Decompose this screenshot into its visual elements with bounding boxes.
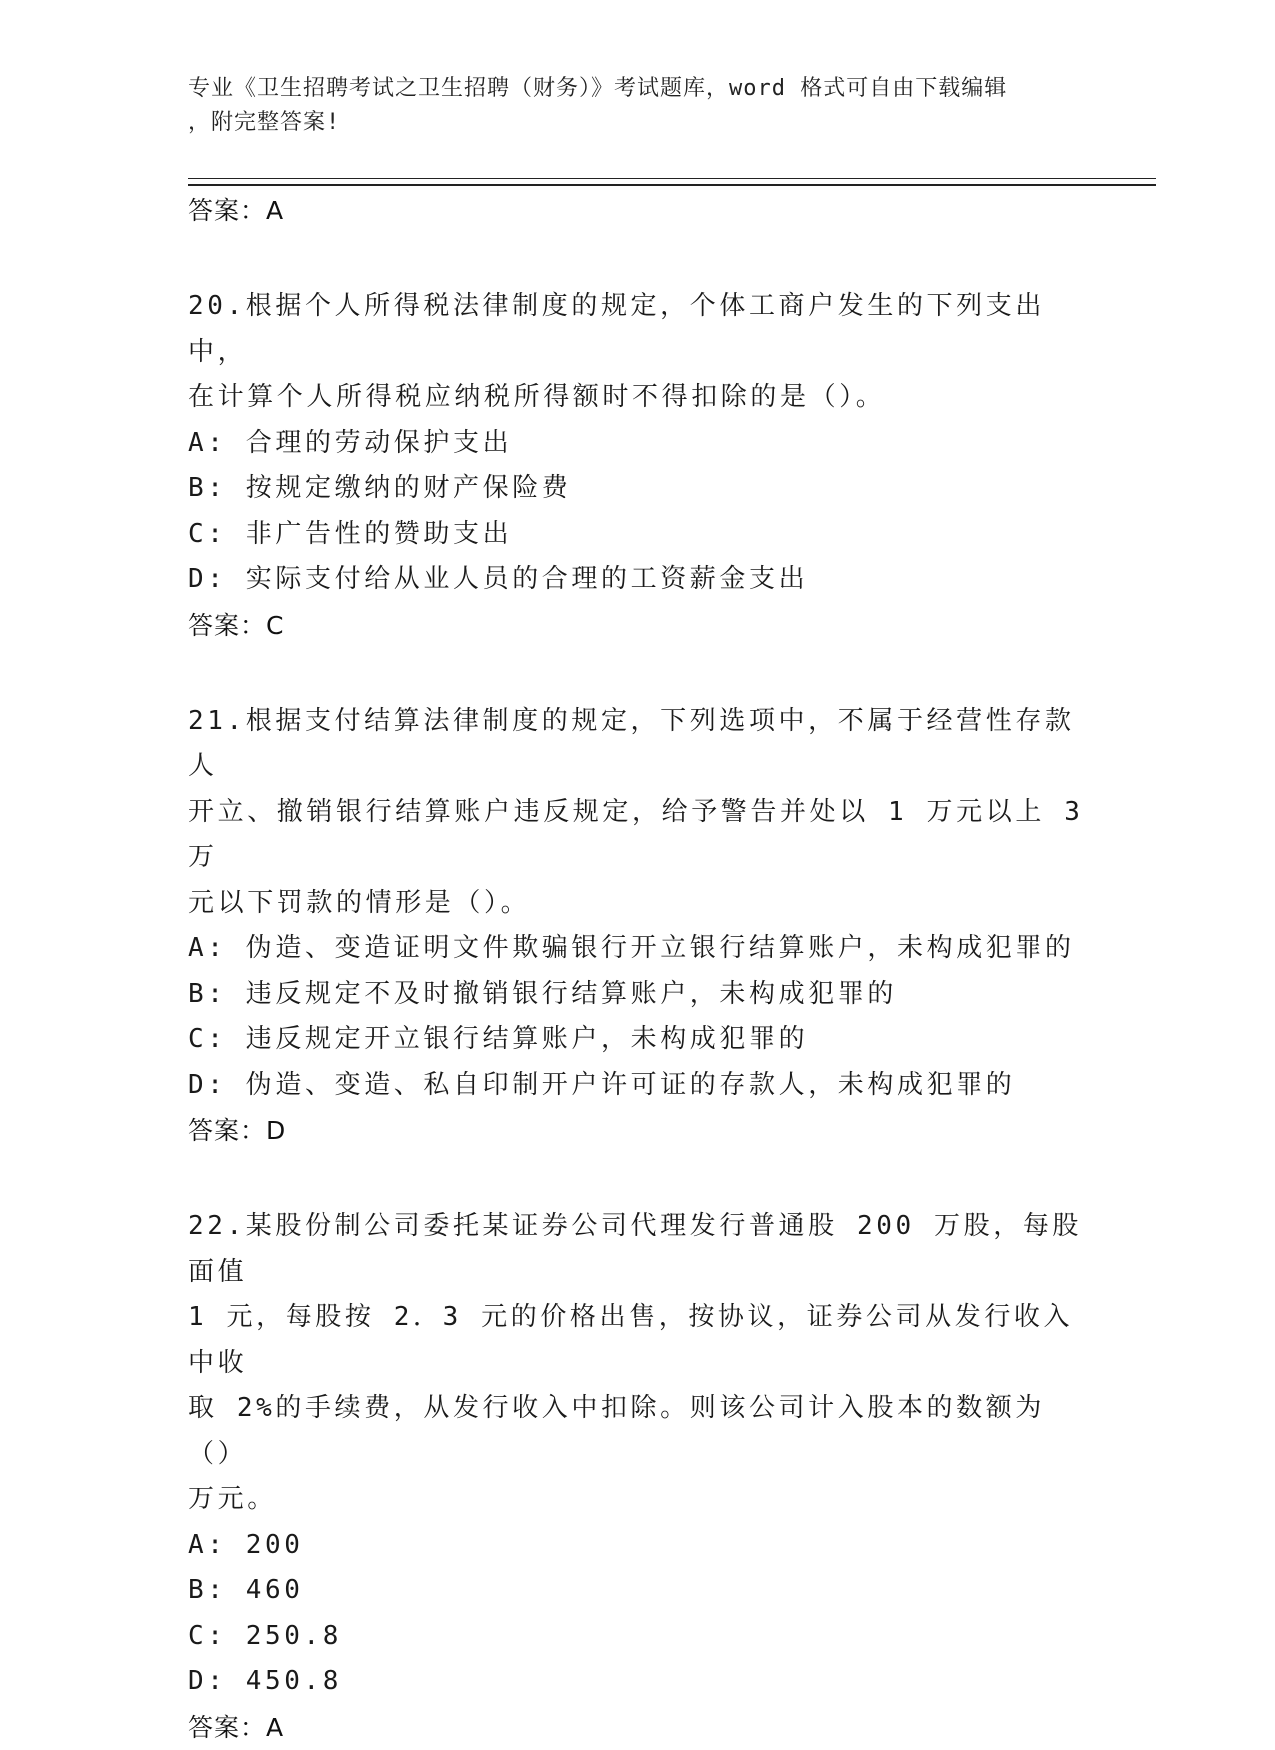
option-b [188,972,1088,1018]
option-text: 违反规定不及时撤销银行结算账户，未构成犯罪的 [245,978,897,1009]
option-text: 伪造、变造、私自印制开户许可证的存款人，未构成犯罪的 [245,1069,1016,1100]
option-letter: C [188,1024,208,1054]
option-c [188,512,1088,558]
option-letter: D [188,1069,208,1100]
stem-line: 在计算个人所得税应纳税所得额时不得扣除的是（）。 [188,382,886,412]
question-20 [188,284,1088,648]
question-stem [188,284,1088,421]
option-b [188,466,1088,512]
option-separator: : [207,1575,227,1605]
option-separator: : [207,978,227,1009]
option-separator: : [207,427,227,458]
option-letter: B [188,473,208,503]
question-21 [188,699,1088,1154]
option-separator: : [207,473,227,503]
header-divider [188,178,1156,186]
stem-line: 20.根据个人所得税法律制度的规定，个体工商户发生的下列支出中， [188,291,1045,367]
option-text: 实际支付给从业人员的合理的工资薪金支出 [245,564,809,594]
option-text: 合理的劳动保护支出 [245,427,513,458]
option-d [188,1659,1088,1705]
stem-line: 21.根据支付结算法律制度的规定，下列选项中，不属于经营性存款人 [188,705,1075,781]
option-separator: : [207,1024,227,1054]
stem-line: 开立、撤销银行结算账户违反规定，给予警告并处以 1 万元以上 3 万 [188,796,1084,872]
option-separator: : [207,1620,227,1651]
option-a [188,421,1088,467]
option-text: 450.8 [245,1666,343,1696]
option-text: 伪造、变造证明文件欺骗银行开立银行结算账户，未构成犯罪的 [245,933,1075,963]
option-b [188,1568,1088,1614]
option-letter: B [188,1575,208,1605]
answer-20: 答案：C [188,610,285,640]
stem-line: 万元。 [188,1484,277,1514]
option-c [188,1614,1088,1660]
option-text: 违反规定开立银行结算账户，未构成犯罪的 [245,1024,809,1054]
option-text: 200 [245,1529,304,1560]
option-separator: : [207,564,227,594]
option-a [188,1523,1088,1569]
option-letter: C [188,518,208,549]
option-separator: : [207,1529,227,1560]
option-text: 250.8 [245,1620,343,1651]
stem-line: 22.某股份制公司委托某证券公司代理发行普通股 200 万股，每股面值 [188,1211,1083,1287]
stem-line: 取 2%的手续费，从发行收入中扣除。则该公司计入股本的数额为（） [188,1393,1045,1469]
option-letter: A [188,427,208,458]
option-letter: A [188,1529,208,1560]
question-stem [188,1204,1088,1523]
option-letter: D [188,564,208,594]
option-c [188,1017,1088,1063]
header-line-2: ，附完整答案! [188,110,341,135]
option-text: 按规定缴纳的财产保险费 [245,473,572,503]
stem-line: 元以下罚款的情形是（）。 [188,887,531,918]
option-text: 非广告性的赞助支出 [245,518,513,549]
option-separator: : [207,933,227,963]
answer-22: 答案：A [188,1712,285,1742]
question-list [188,188,1088,1750]
header-line-1: 专业《卫生招聘考试之卫生招聘（财务）》考试题库，word 格式可自由下载编辑 [188,76,1008,101]
stem-line: 1 元，每股按 2．3 元的价格出售，按协议，证券公司从发行收入中收 [188,1302,1074,1378]
document-header [188,72,1088,140]
question-22 [188,1204,1088,1750]
answer-21: 答案：D [188,1116,287,1145]
answer-19: 答案：A [188,196,285,225]
option-letter: A [188,933,208,963]
option-letter: C [188,1620,208,1651]
question-stem [188,699,1088,927]
option-separator: : [207,1666,227,1696]
option-letter: D [188,1666,208,1696]
option-d [188,557,1088,603]
option-a [188,926,1088,972]
option-separator: : [207,1069,227,1100]
option-text: 460 [245,1575,304,1605]
option-letter: B [188,978,208,1009]
option-separator: : [207,518,227,549]
option-d [188,1063,1088,1109]
